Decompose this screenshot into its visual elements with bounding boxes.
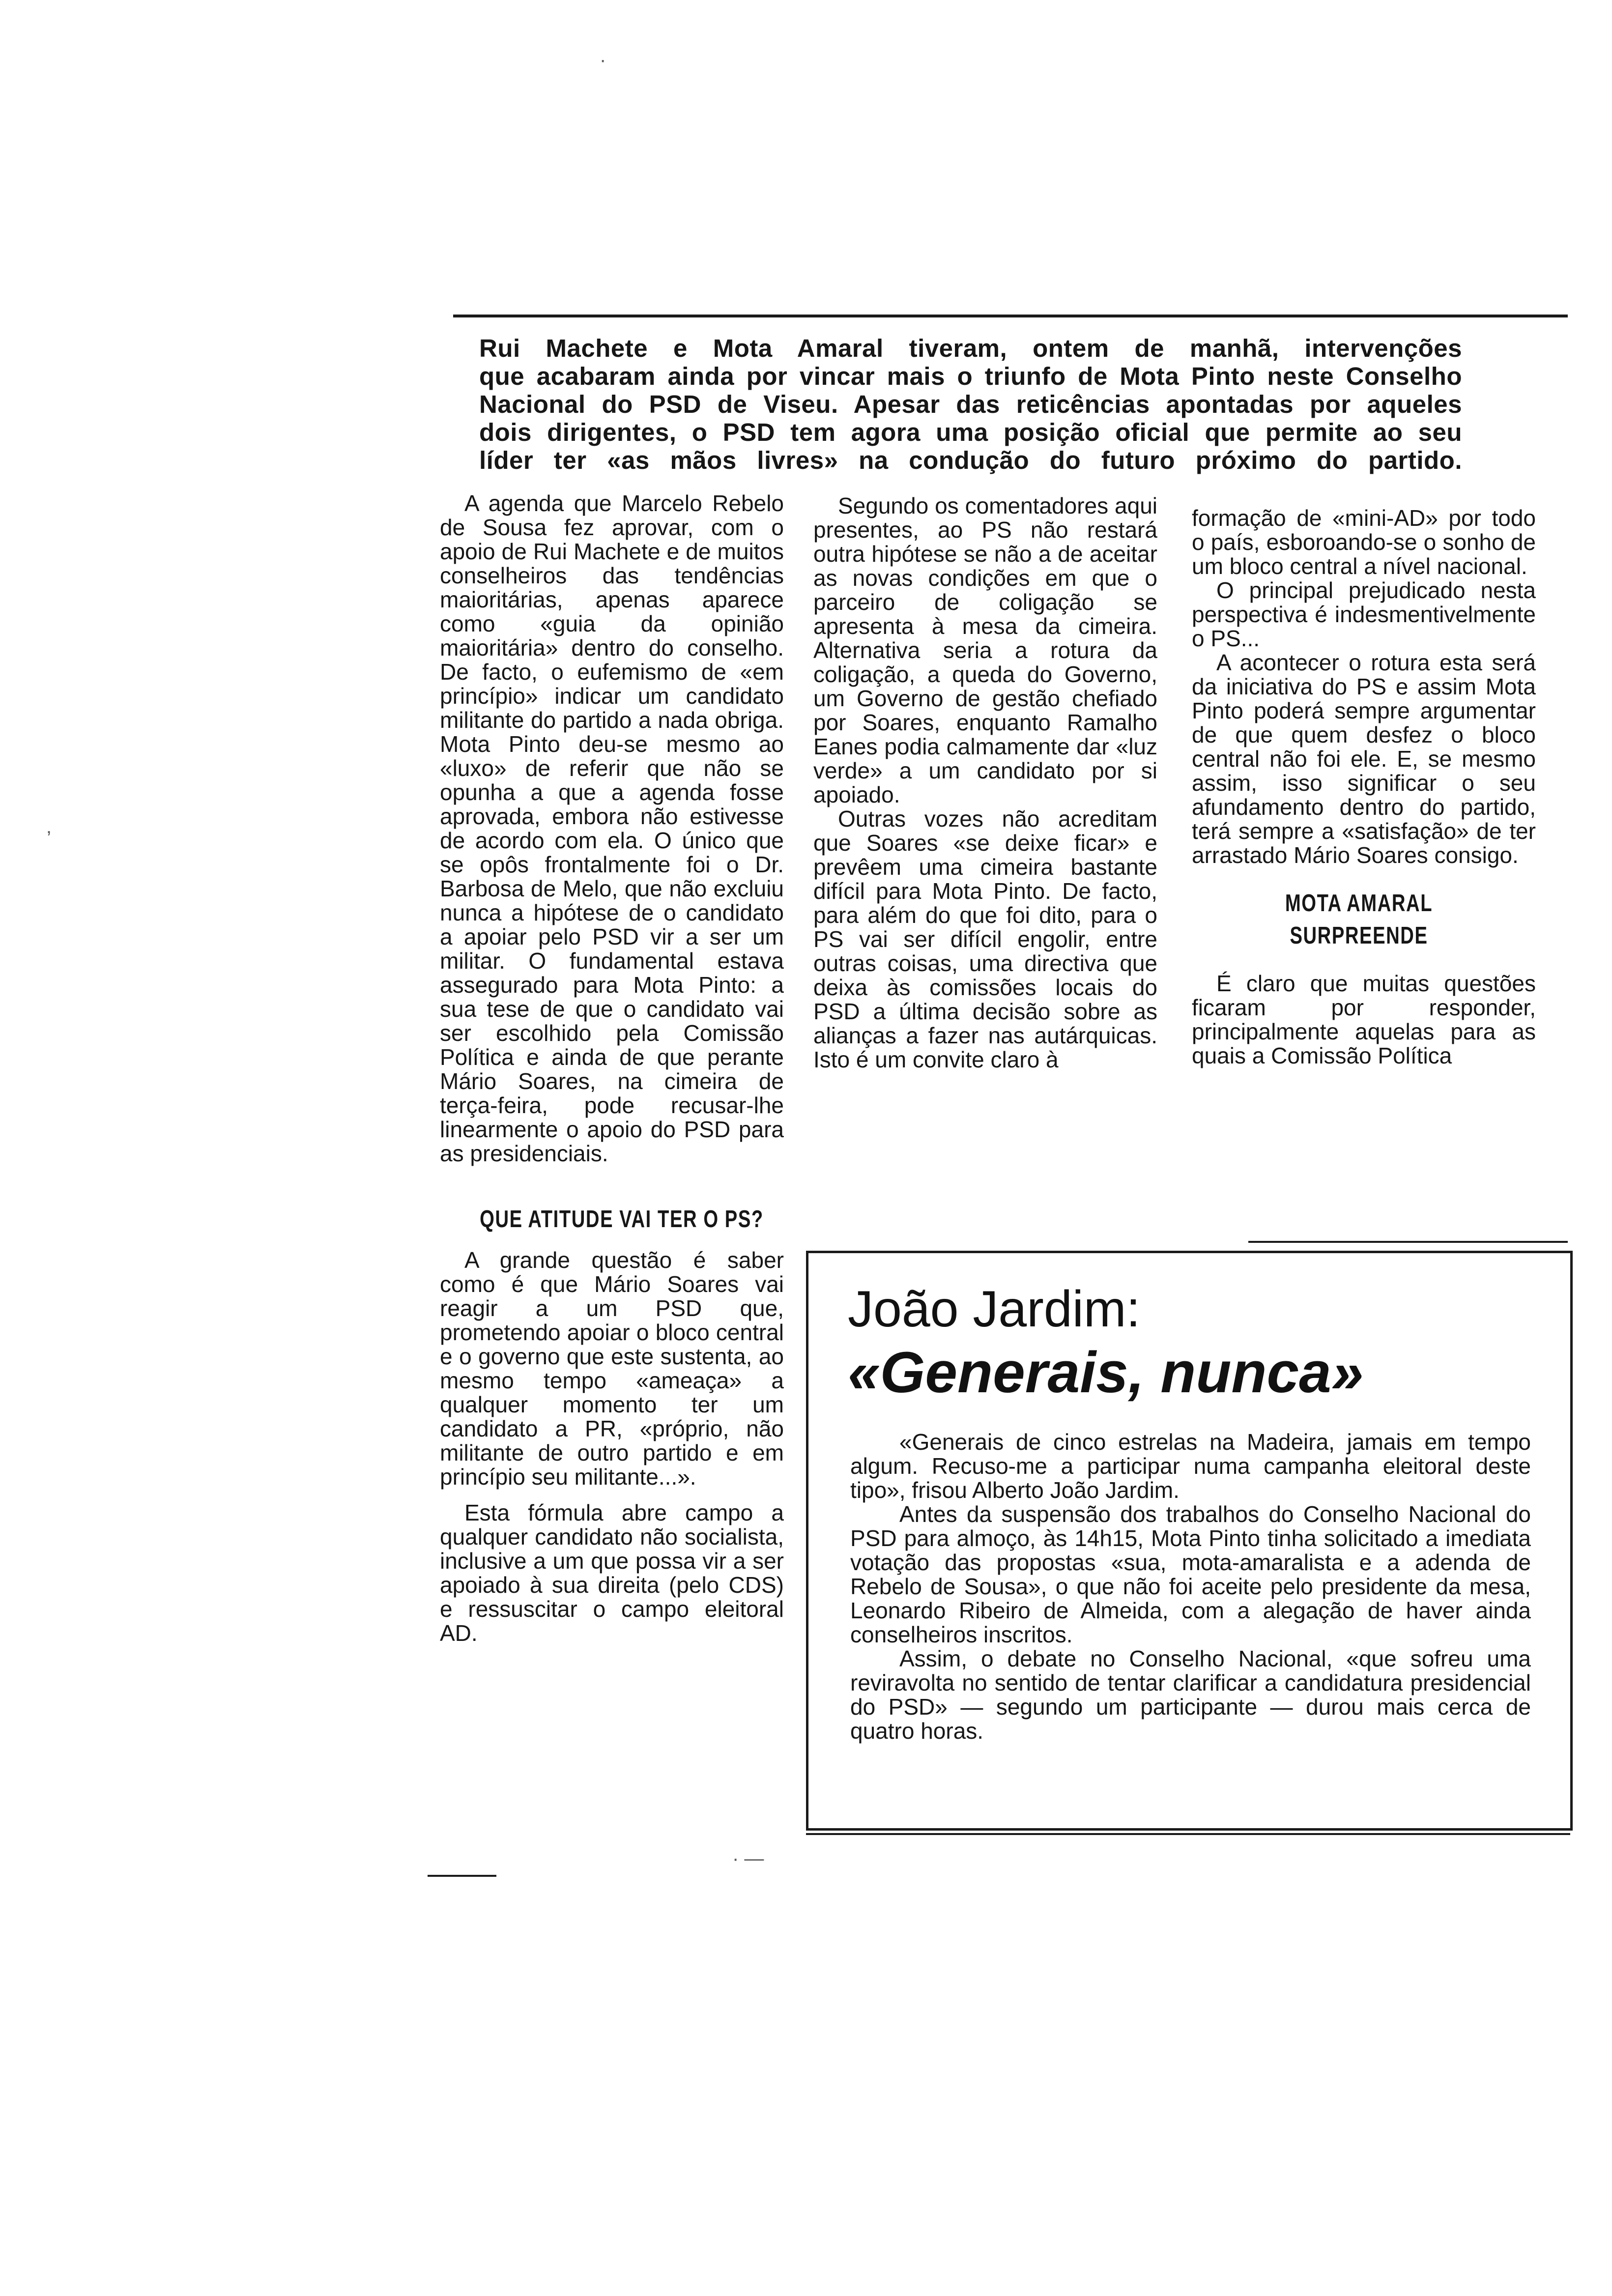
article-column-1 [440,491,784,1645]
box-bottom-rule [806,1833,1570,1835]
column3-paragraph-3: A acontecer o rotura esta será da iniciativa do PS e assim Mota Pinto poderá sempre argumentar de que quem desfez o bloco central não foi ele. E, se mesmo assim, isso significar o seu afundamento dentro do partido, terá sempre a «satisfação» de ter arrastado Mário Soares consigo. [1192,650,1536,868]
column3-paragraph-2: O principal prejudicado nesta perspectiva é indesmentivelmente o PS... [1192,577,1536,651]
scan-speck-top: · [600,49,606,71]
article-column-3 [1192,506,1536,1068]
box-paragraph-3: Assim, o debate no Conselho Nacional, «que sofreu uma reviravolta no sentido de tentar clarificar a candidatura presidencial do PSD» — segundo um participante — durou mais cerca de quatro horas. [850,1646,1531,1744]
lead-line-2: que acabaram ainda por vincar mais o triunfo de Mota Pinto neste Conselho [479,362,1462,390]
subheading-mota-amaral-line-2: SURPREENDE [1290,922,1428,949]
lead-line-3: Nacional do PSD de Viseu. Apesar das reticências apontadas por aqueles [479,390,1462,418]
top-rule [453,315,1568,317]
column2-paragraph-1: Segundo os comentadores aqui presentes, ao PS não restará outra hipótese se não a de aceitar as novas condições em que o parceiro de coligação se apresenta à mesa da cimeira. Alternativa seria a rotura da coligação, a queda do Governo, um Governo de gestão chefiado por Soares, enquanto Ramalho Eanes podia calmamente dar «luz verde» a um candidato por si apoiado. [813,493,1157,807]
column3-paragraph-4: É claro que muitas questões ficaram por responder, principalmente aquelas para as quais a Comissão Política [1192,971,1536,1068]
column3-paragraph-1: formação de «mini-AD» por todo o país, esboroando-se o sonho de um bloco central a nível nacional. [1192,505,1536,579]
footer-rule [428,1875,496,1877]
column2-paragraph-2: Outras vozes não acreditam que Soares «se deixe ficar» e prevêem uma cimeira bastante difícil para Mota Pinto. De facto, para além do que foi dito, para o PS vai ser difícil engolir, entre outras coisas, uma directiva que deixa às comissões locais do PSD a última decisão sobre as alianças a fazer nas autárquicas. Isto é um convite claro à [813,806,1157,1072]
column1-paragraph-2: A grande questão é saber como é que Mário Soares vai reagir a um PSD que, prometendo apoiar o bloco central e o governo que este sustenta, ao mesmo tempo «ameaça» a qualquer momento ter um candidato a PR, «próprio, não militante de outro partido e em princípio seu militante...». [440,1247,784,1490]
scan-speck-bottom: · — [732,1848,764,1869]
sidebar-box-joao-jardim [806,1251,1573,1831]
subheading-mota-amaral [1236,887,1481,952]
box-headline: «Generais, nunca» [848,1340,1364,1405]
column1-paragraph-3: Esta fórmula abre campo a qualquer candidato não socialista, inclusive a um que possa vir a ser apoiado à sua direita (pelo CDS) e ressuscitar o campo eleitoral AD. [440,1500,784,1646]
scan-speck-left: ‚ [47,816,51,837]
subheading-que-atitude: QUE ATITUDE VAI TER O PS? [480,1206,764,1233]
lead-line-5: líder ter «as mãos livres» na condução do futuro próximo do partido. [479,446,1462,474]
subheading-mota-amaral-line-1: MOTA AMARAL [1285,890,1433,917]
box-paragraph-2: Antes da suspensão dos trabalhos do Conselho Nacional do PSD para almoço, às 14h15, Mota Pinto tinha solicitado a imediata votação das propostas «sua, mota-amaralista e a adenda de Rebelo de Sousa», o que não foi aceite pelo presidente da mesa, Leonardo Ribeiro de Almeida, com a alegação de haver ainda conselheiros inscritos. [850,1501,1531,1647]
box-paragraph-1: «Generais de cinco estrelas na Madeira, jamais em tempo algum. Recuso-me a participar numa campanha eleitoral deste tipo», frisou Alberto João Jardim. [850,1429,1531,1503]
box-name: João Jardim: [848,1281,1141,1338]
article-lead [479,334,1462,474]
box-text [850,1430,1531,1743]
article-column-2 [813,494,1157,1072]
column3-bottom-rule [1248,1241,1568,1243]
column1-paragraph-1: A agenda que Marcelo Rebelo de Sousa fez aprovar, com o apoio de Rui Machete e de muitos conselheiros das tendências maioritárias, apenas aparece como «guia da opinião maioritária» dentro do conselho. De facto, o eufemismo de «em princípio» indicar um candidato militante do partido a nada obriga. Mota Pinto deu-se mesmo ao «luxo» de referir que não se opunha a que a agenda fosse aprovada, embora não estivesse de acordo com ela. O único que se opôs frontalmente foi o Dr. Barbosa de Melo, que não excluiu nunca a hipótese de o candidato a apoiar pelo PSD vir a ser um militar. O fundamental estava assegurado para Mota Pinto: a sua tese de que o candidato vai ser escolhido pela Comissão Política e ainda de que perante Mário Soares, na cimeira de terça-feira, pode recusar-lhe linearmente o apoio do PSD para as presidenciais. [440,490,784,1166]
lead-line-4: dois dirigentes, o PSD tem agora uma posição oficial que permite ao seu [479,418,1462,446]
lead-line-1: Rui Machete e Mota Amaral tiveram, ontem de manhã, intervenções [479,334,1462,362]
